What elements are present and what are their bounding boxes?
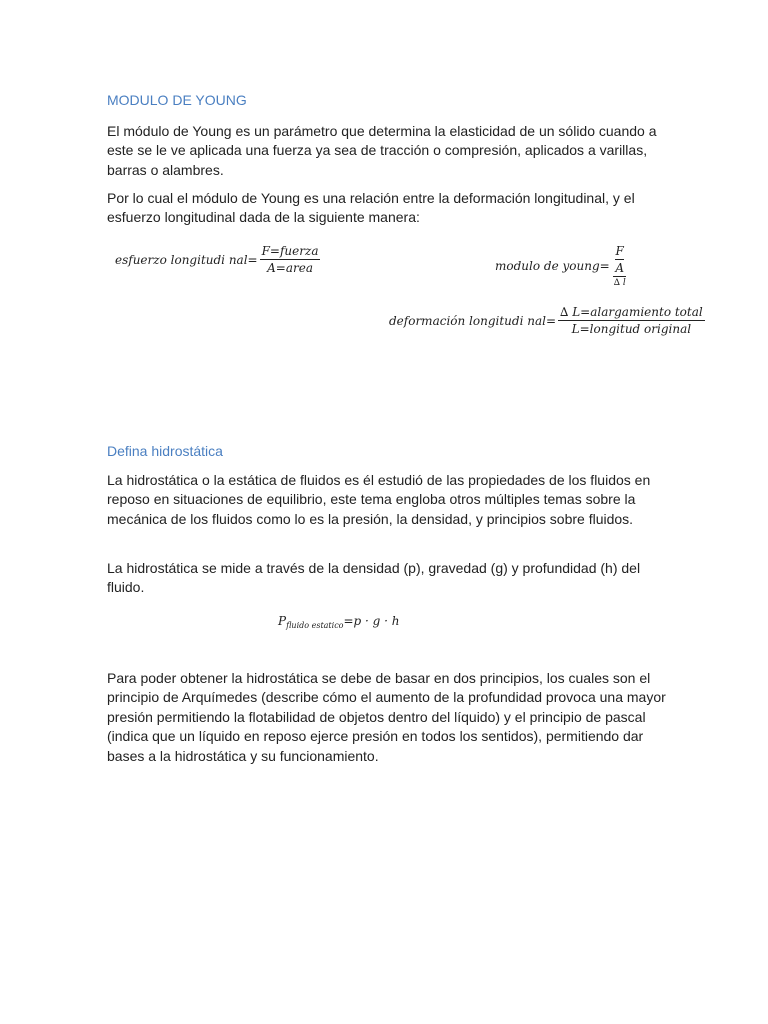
section-heading-hidrostatica: Defina hidrostática (107, 443, 223, 459)
formula-esfuerzo-numerator: F=fuerza (261, 244, 319, 258)
formula-deformacion-numerator: ∆ L=alargamiento total (560, 305, 703, 319)
formula-esfuerzo (115, 244, 320, 275)
formula-presion-p: P (278, 614, 287, 628)
formula-modulo-num-top: F (615, 244, 624, 258)
paragraph-hidrostatica-measure: La hidrostática se mide a través de la densidad (p), gravedad (g) y profundidad (h) del fluido. (107, 560, 641, 596)
formula-modulo (495, 244, 628, 288)
formula-esfuerzo-lhs: esfuerzo longitudi nal= (115, 252, 258, 267)
paragraph-young-relation: Por lo cual el módulo de Young es una relación entre la deformación longitudinal, y el esfuerzo longitudinal dada de la siguiente manera: (107, 190, 635, 226)
formula-presion-rhs: =p · g · h (343, 614, 400, 628)
formula-presion-subscript: fluido estatico (286, 620, 344, 630)
formula-modulo-denominator: ∆ l (613, 278, 626, 288)
paragraph-young-definition: El módulo de Young es un parámetro que determina la elasticidad de un sólido cuando a este se le ve aplicada una fuerza ya sea de tracción o compresión, aplicados a varillas, barras o alambres. (107, 123, 657, 178)
formula-presion (278, 614, 400, 628)
formula-modulo-lhs: modulo de young= (495, 259, 610, 273)
section-heading-young: MODULO DE YOUNG (107, 92, 247, 108)
formula-modulo-num-bottom: A (615, 261, 625, 275)
formula-deformacion-denominator: L=longitud original (571, 322, 692, 336)
formula-deformacion (389, 305, 705, 336)
paragraph-hidrostatica-principios: Para poder obtener la hidrostática se debe de basar en dos principios, los cuales son el principio de Arquímedes (describe cómo el aumento de la profundidad provoca una mayor presión permitiendo la flotabilidad de objetos dentro del líquido) y el principio de pascal (indica que un líquido en reposo ejerce presión en todos los sentidos), permitiendo dar bases a la hidrostática y su funcionamiento. (107, 670, 666, 764)
paragraph-hidrostatica-definition: La hidrostática o la estática de fluidos es él estudió de las propiedades de los fluidos en reposo en situaciones de equilibrio, este tema engloba otros múltiples temas sobre la mecánica de los fluidos como lo es la presión, la densidad, y principios sobre fluidos. (107, 472, 651, 527)
formula-deformacion-lhs: deformación longitudi nal= (389, 313, 557, 328)
formula-esfuerzo-denominator: A=area (267, 261, 313, 275)
